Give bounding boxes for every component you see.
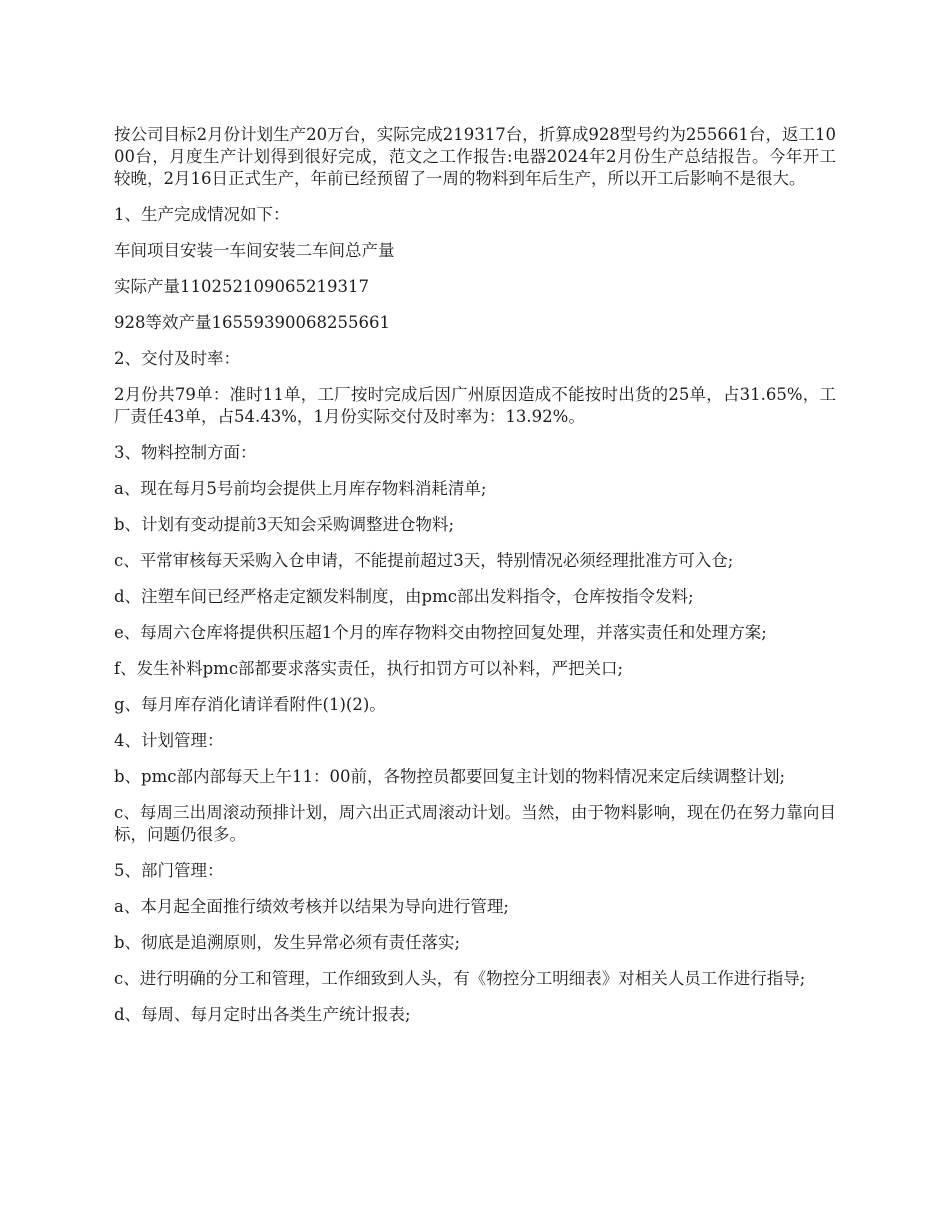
material-item-e: e、每周六仓库将提供积压超1个月的库存物料交由物控回复处理，并落实责任和处理方案; (114, 623, 767, 642)
department-item-d: d、每周、每月定时出各类生产统计报表; (114, 1005, 411, 1024)
planning-item-b: b、pmc部内部每天上午11：00前，各物控员都要回复主计划的物料情况来定后续调整计划; (114, 767, 786, 786)
department-item-a: a、本月起全面推行绩效考核并以结果为导向进行管理; (114, 897, 509, 916)
section-heading-material: 3、物料控制方面： (114, 443, 257, 462)
material-item-c: c、平常审核每天采购入仓申请，不能提前超过3天，特别情况必须经理批准方可入仓; (114, 551, 734, 570)
material-item-f: f、发生补料pmc部都要求落实责任，执行扣罚方可以补料，严把关口; (114, 659, 624, 678)
material-item-b: b、计划有变动提前3天知会采购调整进仓物料; (114, 515, 455, 534)
material-item-a: a、现在每月5号前均会提供上月库存物料消耗清单; (114, 479, 487, 498)
section-heading-planning: 4、计划管理： (114, 731, 224, 750)
department-item-b: b、彻底是追溯原则，发生异常必须有责任落实; (114, 933, 461, 952)
production-equivalent-row: 928等效产量16559390068255661 (114, 313, 390, 332)
delivery-paragraph: 2月份共79单：准时11单，工厂按时完成后因广州原因造成不能按时出货的25单，占31.65%，工厂责任43单，占54.43%，1月份实际交付及时率为：13.92%。 (114, 385, 836, 426)
section-heading-production: 1、生产完成情况如下： (114, 205, 290, 224)
intro-paragraph: 按公司目标2月份计划生产20万台，实际完成219317台，折算成928型号约为255661台，返工1000台，月度生产计划得到很好完成，范文之工作报告:电器2024年2月份生产总结报告。今年开工较晚，2月16日正式生产，年前已经预留了一周的物料到年后生产，所以开工后影响不是很大。 (114, 125, 836, 188)
document-body (114, 124, 836, 1040)
planning-item-c: c、每周三出周滚动预排计划，周六出正式周滚动计划。当然，由于物料影响，现在仍在努力靠向目标，问题仍很多。 (114, 803, 836, 844)
production-actual-row: 实际产量110252109065219317 (114, 277, 369, 296)
material-item-d: d、注塑车间已经严格走定额发料制度，由pmc部出发料指令，仓库按指令发料; (114, 587, 694, 606)
section-heading-delivery: 2、交付及时率： (114, 349, 240, 368)
production-table-header: 车间项目安装一车间安装二车间总产量 (114, 241, 395, 260)
section-heading-department: 5、部门管理： (114, 861, 224, 880)
material-item-g: g、每月库存消化请详看附件(1)(2)。 (114, 695, 386, 714)
department-item-c: c、进行明确的分工和管理，工作细致到人头，有《物控分工明细表》对相关人员工作进行指导; (114, 969, 806, 988)
